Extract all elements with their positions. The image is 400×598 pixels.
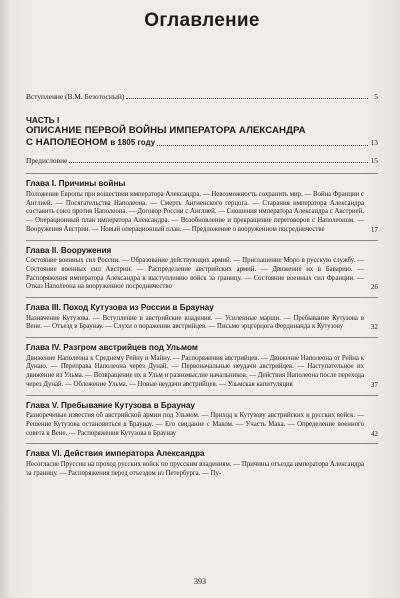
toc-entry-intro[interactable] <box>26 92 378 101</box>
page-title: Оглавление <box>144 10 260 31</box>
part-label: ЧАСТЬ I <box>26 115 60 126</box>
dot-leader <box>157 145 368 146</box>
chapter-description-text: Назначение Кутузова. — Вступление в австрийские владения. — Усиленные марши. — Пребывание Кутузова в Вене. — Отъезд в Браунау. — Слухи о поражении австрийцев. — Письмо эрцгерцога Фердинанда к Кутузову <box>26 314 364 331</box>
chapter-description-text: Несогласие Пруссии на проход русских войск по прусским владениям. — Причины отъезда императора Александра за границу. — Распоряжения перед отъездом из Петербурга. — Пу- <box>26 460 364 477</box>
part-title-row <box>26 137 378 149</box>
chapter-2[interactable] <box>26 246 378 293</box>
chapter-title: Глава III. Поход Кутузова из России в Браунау <box>26 303 214 313</box>
chapter-description <box>26 412 378 438</box>
chapter-description-text: Состояние военных сил России. — Образование действующих армий. — Приглашение Моро в русскую службу. — Состояние военных сил Австрии. — Распределение австрийских армий. — Движение их в Баварию. — Распоряжения императора Александра к выступлению войск за границу. — Состояние военных сил Франции. — Отказ Наполеона на вооруженное посредничество <box>26 257 364 291</box>
chapter-page: 17 <box>370 225 378 234</box>
chapter-title: Глава II. Вооружения <box>26 245 112 255</box>
part-title-line2-text: С НАПОЛЕОНОМ <box>26 136 108 148</box>
chapter-6[interactable] <box>26 449 378 478</box>
divider <box>26 297 378 298</box>
preface-text: Предисловие <box>26 156 68 166</box>
chapter-5[interactable] <box>26 401 378 439</box>
dot-leader <box>69 162 368 163</box>
chapter-description <box>26 191 378 235</box>
chapter-4[interactable] <box>26 343 378 390</box>
chapter-title: Глава VI. Действия императора Александра <box>26 449 205 459</box>
chapter-page: 26 <box>370 283 378 292</box>
part-page: 13 <box>370 137 378 147</box>
chapter-page: 37 <box>370 380 378 389</box>
preface-page: 15 <box>370 156 378 166</box>
part-title-line2 <box>26 137 155 149</box>
divider <box>26 395 378 396</box>
dot-leader <box>126 98 368 99</box>
intro-text: Вступление (В.М. Безотосный) <box>26 92 125 101</box>
chapter-description <box>26 257 378 292</box>
chapter-description-text: Разноречивые известия об австрийской армии под Ульмом. — Приход к Кутузову австрийских и русских войск. — Решение Кутузова остановиться в Браунау. — Его свидание с Маком. — Участь Мака. — Определение военного совета в Вене. — Распоряжения Кутузова в Браунау <box>26 412 364 437</box>
chapter-description <box>26 461 378 479</box>
chapter-description <box>26 355 378 390</box>
chapter-page: 32 <box>370 323 378 332</box>
divider <box>26 173 378 174</box>
chapter-title: Глава V. Пребывание Кутузова в Браунау <box>26 400 195 410</box>
intro-page: 5 <box>374 92 378 101</box>
chapter-description-text: Положение Европы при вошествии императора Александра. — Невозможность сохранить мир. — Война Франции с Англией. — Посягательства Наполеона. — Смерть Ангиенского герцога. — Старания императора Александра составить союз против Наполеона. — Договор России с Англией. — Сношения императора Александра с Австрией. — Операционный план императора Александра. — Возобновление и прекращение переговоров с Наполеоном. — Вооружения Австрии. — Новый операционный план. — Предложение о вооруженном посредничестве <box>26 190 364 233</box>
page-number: 393 <box>194 577 206 586</box>
chapter-1[interactable] <box>26 179 378 234</box>
part-heading[interactable] <box>26 115 378 148</box>
chapter-title: Глава I. Причины войны <box>26 179 126 189</box>
divider <box>26 240 378 241</box>
toc-entry-preface[interactable] <box>26 156 378 165</box>
chapter-3[interactable] <box>26 303 378 332</box>
chapter-description-text: Движение Наполеона к Среднему Рейну и Майну. — Распоряжения австрийцев. — Движение Наполеона от Рейна к Дунаю. — Переправа Наполеона через Дунай. — Первоначальные неудачи австрийцев. — Наступательное их движение из Ульма. — Возвращение их в Ульм и разномыслие начальников. — Действия Наполеона после перехода через Дунай. — Обложение Ульма. — Новые неудачи австрийцев. — Ульмская капитуляция <box>26 354 364 388</box>
chapter-description <box>26 315 378 333</box>
chapter-page: 42 <box>370 429 378 438</box>
divider <box>26 443 378 444</box>
chapter-title: Глава IV. Разгром австрийцев под Ульмом <box>26 343 198 353</box>
part-title-line2-tail: в 1805 году <box>110 137 156 147</box>
divider <box>26 337 378 338</box>
part-title-line1: ОПИСАНИЕ ПЕРВОЙ ВОЙНЫ ИМПЕРАТОРА АЛЕКСАНДРА <box>26 125 306 137</box>
